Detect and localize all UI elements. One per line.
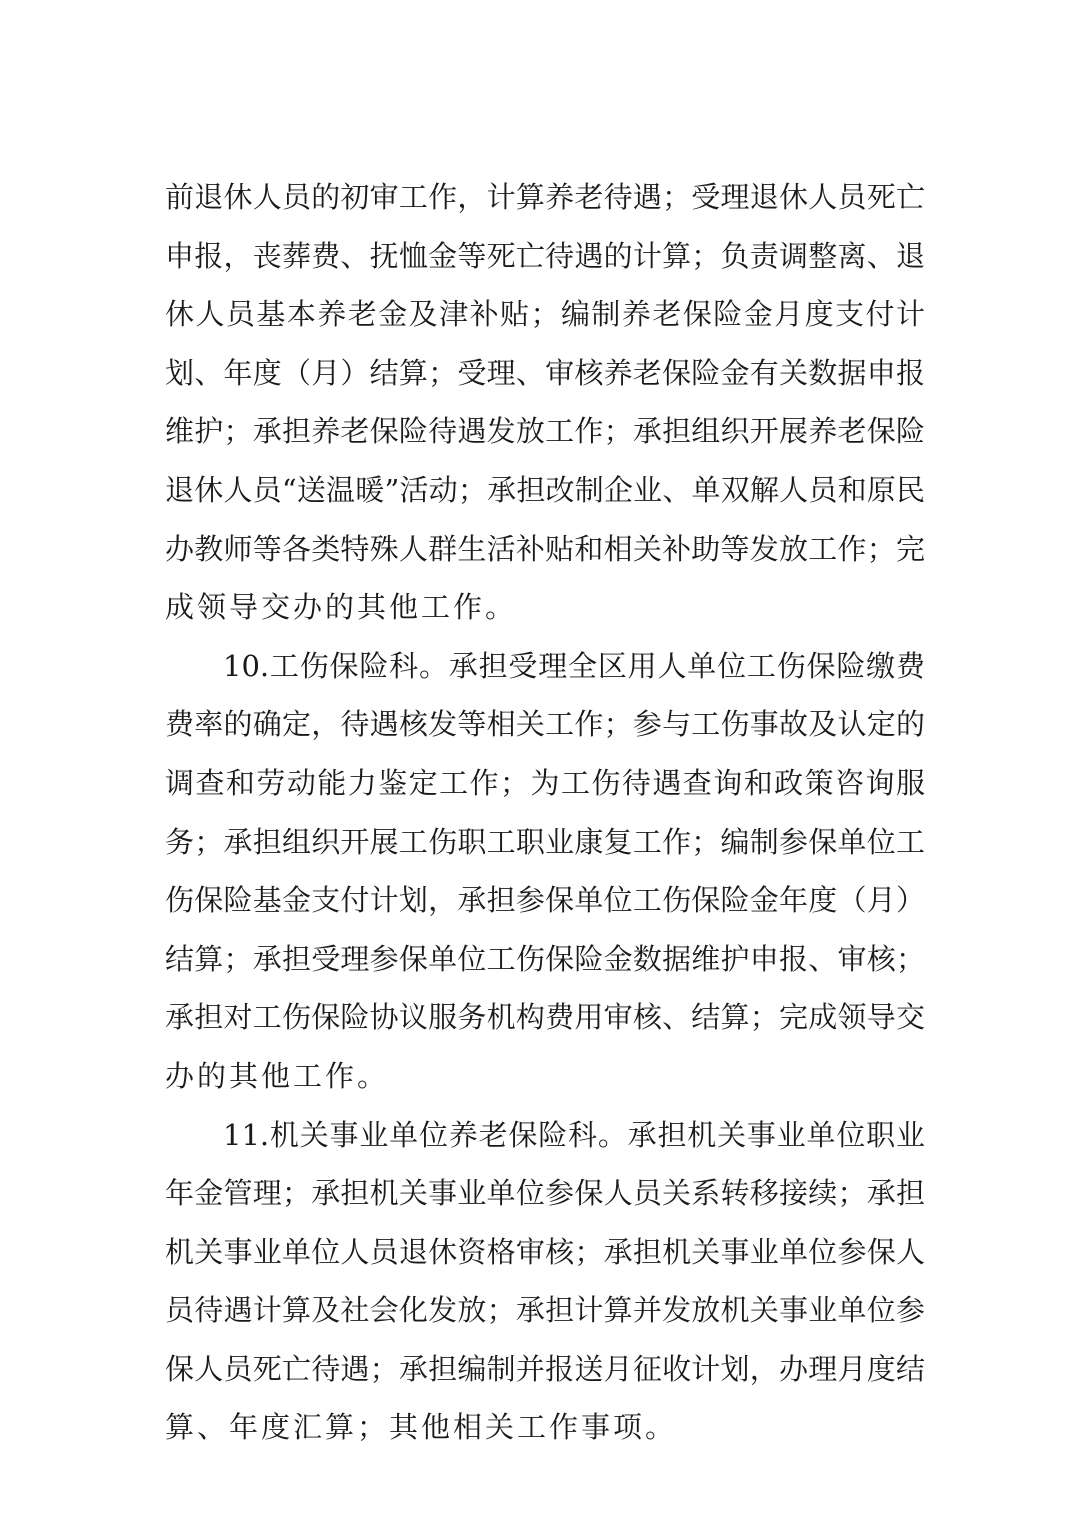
paragraph-line: 成领导交办的其他工作。 <box>165 590 518 625</box>
paragraph-line: 机关事业单位人员退休资格审核；承担机关事业单位参保人 <box>165 1234 925 1269</box>
paragraph-line: 费率的确定，待遇核发等相关工作；参与工伤事故及认定的 <box>165 707 925 742</box>
paragraph-line: 调查和劳动能力鉴定工作；为工伤待遇查询和政策咨询服 <box>165 765 925 800</box>
paragraph-line: 前退休人员的初审工作，计算养老待遇；受理退休人员死亡 <box>165 180 925 214</box>
paragraph-line: 员待遇计算及社会化发放；承担计算并发放机关事业单位参 <box>165 1293 925 1328</box>
paragraph-line: 维护；承担养老保险待遇发放工作；承担组织开展养老保险 <box>165 414 925 449</box>
paragraph-line: 年金管理；承担机关事业单位参保人员关系转移接续；承担 <box>165 1176 925 1211</box>
paragraph-line: 办的其他工作。 <box>165 1058 390 1093</box>
paragraph-10 <box>165 637 925 1106</box>
paragraph-line: 承担对工伤保险协议服务机构费用审核、结算；完成领导交 <box>165 1000 925 1035</box>
paragraph-line: 11.机关事业单位养老保险科。承担机关事业单位职业 <box>223 1117 925 1152</box>
body-text <box>165 168 925 1457</box>
paragraph-line: 结算；承担受理参保单位工伤保险金数据维护申报、审核； <box>165 941 925 976</box>
paragraph-9-continued <box>165 168 925 637</box>
paragraph-line: 保人员死亡待遇；承担编制并报送月征收计划，办理月度结 <box>165 1351 925 1386</box>
paragraph-line: 申报，丧葬费、抚恤金等死亡待遇的计算；负责调整离、退 <box>165 238 925 273</box>
paragraph-line: 划、年度（月）结算；受理、审核养老保险金有关数据申报 <box>165 355 925 390</box>
paragraph-line: 休人员基本养老金及津补贴；编制养老保险金月度支付计 <box>165 297 925 332</box>
paragraph-line: 伤保险基金支付计划，承担参保单位工伤保险金年度（月） <box>165 883 925 918</box>
paragraph-line: 10.工伤保险科。承担受理全区用人单位工伤保险缴费 <box>223 648 925 683</box>
paragraph-line: 算、年度汇算；其他相关工作事项。 <box>165 1410 678 1445</box>
paragraph-line: 退休人员“送温暖”活动；承担改制企业、单双解人员和原民 <box>165 472 925 507</box>
paragraph-line: 办教师等各类特殊人群生活补贴和相关补助等发放工作；完 <box>165 531 925 566</box>
paragraph-line: 务；承担组织开展工伤职工职业康复工作；编制参保单位工 <box>165 824 925 859</box>
paragraph-11 <box>165 1106 925 1458</box>
